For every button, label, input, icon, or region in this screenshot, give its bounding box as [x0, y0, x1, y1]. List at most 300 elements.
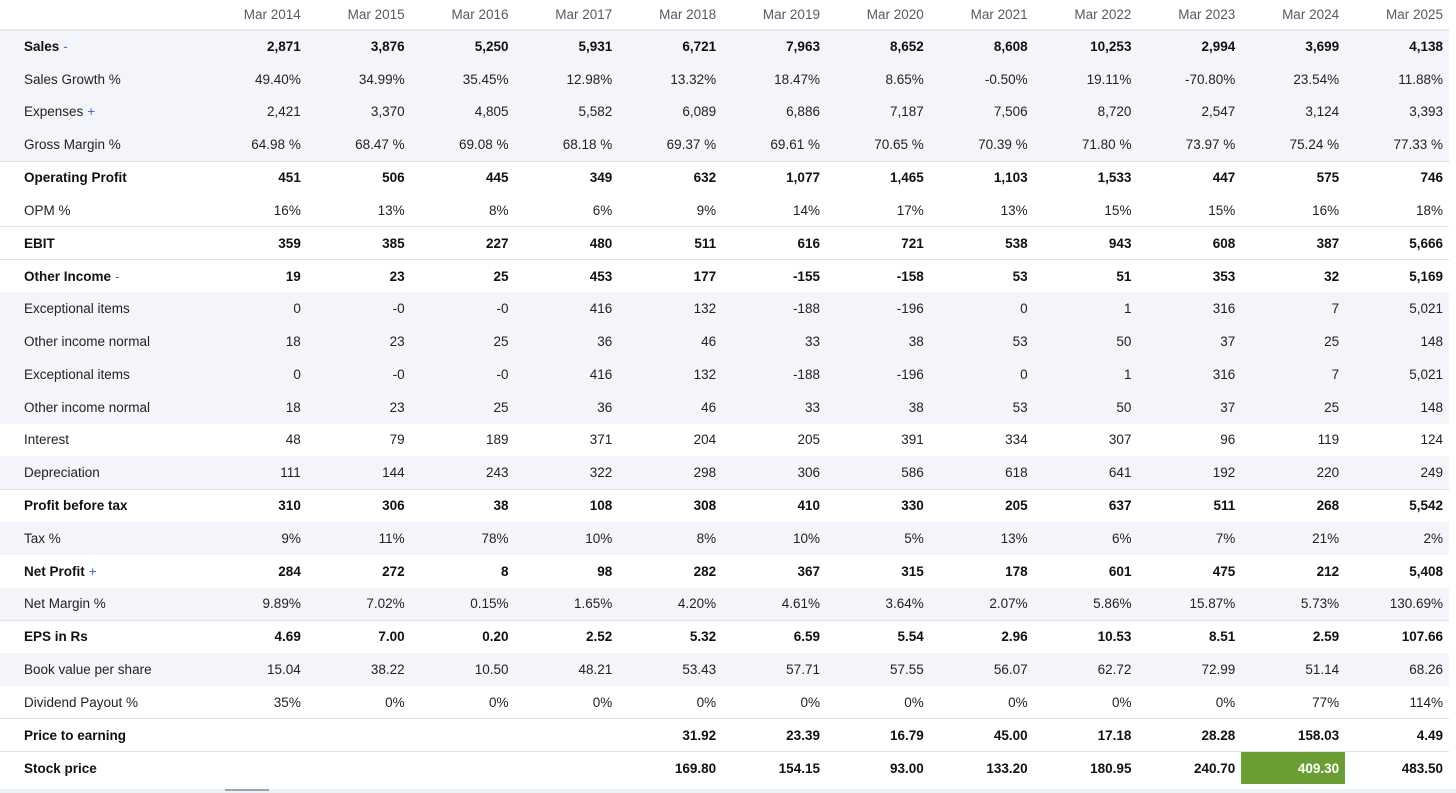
value-cell: 1,533	[1034, 161, 1138, 194]
value-cell: 3,393	[1345, 96, 1449, 129]
value-cell: 308	[618, 489, 722, 522]
value-cell: 53.43	[618, 653, 722, 686]
row-label-text: EPS in Rs	[24, 629, 88, 645]
value-cell: 359	[203, 227, 307, 260]
value-cell: 71.80 %	[1034, 128, 1138, 161]
value-cell: 13%	[930, 194, 1034, 227]
value-cell: 50	[1034, 325, 1138, 358]
value-cell: 268	[1241, 489, 1345, 522]
value-cell: 57.71	[722, 653, 826, 686]
value-cell: -188	[722, 358, 826, 391]
expand-toggle[interactable]: +	[88, 563, 97, 579]
value-cell: 25	[411, 260, 515, 293]
value-cell: 11%	[307, 522, 411, 555]
value-cell: 148	[1345, 391, 1449, 424]
row-exceptional-items-2	[0, 358, 1449, 391]
value-cell: 721	[826, 227, 930, 260]
value-cell: 2,871	[203, 30, 307, 63]
value-cell: 2.52	[514, 620, 618, 653]
value-cell: 19.11%	[1034, 63, 1138, 96]
row-label-text: Other income normal	[24, 399, 151, 415]
value-cell: 133.20	[930, 752, 1034, 785]
value-cell: 641	[1034, 456, 1138, 489]
value-cell: 50	[1034, 391, 1138, 424]
row-label	[0, 128, 203, 161]
value-cell: 18	[203, 391, 307, 424]
value-cell: 5.32	[618, 620, 722, 653]
value-cell: 3.64%	[826, 588, 930, 621]
value-cell: 387	[1241, 227, 1345, 260]
value-cell: 5,250	[411, 30, 515, 63]
value-cell: 538	[930, 227, 1034, 260]
row-interest	[0, 424, 1449, 457]
value-cell	[203, 752, 307, 785]
row-sales	[0, 30, 1449, 63]
value-cell: 130.69%	[1345, 588, 1449, 621]
value-cell: 367	[722, 555, 826, 588]
value-cell: 45.00	[930, 719, 1034, 752]
value-cell: 2,994	[1137, 30, 1241, 63]
value-cell: 25	[1241, 391, 1345, 424]
value-cell: 72.99	[1137, 653, 1241, 686]
value-cell: 56.07	[930, 653, 1034, 686]
value-cell: 23	[307, 260, 411, 293]
year-header: Mar 2025	[1345, 0, 1449, 30]
value-cell: 4,805	[411, 96, 515, 129]
value-cell: 19	[203, 260, 307, 293]
value-cell: 11.88%	[1345, 63, 1449, 96]
value-cell: 8%	[618, 522, 722, 555]
value-cell: 189	[411, 424, 515, 457]
value-cell: 1	[1034, 358, 1138, 391]
value-cell: 608	[1137, 227, 1241, 260]
value-cell: 6%	[1034, 522, 1138, 555]
value-cell: 36	[514, 391, 618, 424]
row-net-margin	[0, 588, 1449, 621]
value-cell: 322	[514, 456, 618, 489]
value-cell: 451	[203, 161, 307, 194]
value-cell: 5,582	[514, 96, 618, 129]
row-label-text: Sales	[24, 39, 60, 55]
value-cell: 2.07%	[930, 588, 1034, 621]
value-cell: 9%	[618, 194, 722, 227]
value-cell: 6,721	[618, 30, 722, 63]
value-cell: 51	[1034, 260, 1138, 293]
value-cell: 5,542	[1345, 489, 1449, 522]
value-cell: 32	[1241, 260, 1345, 293]
value-cell: 7,963	[722, 30, 826, 63]
value-cell: 53	[930, 391, 1034, 424]
row-label[interactable]	[0, 555, 203, 588]
value-cell: -188	[722, 292, 826, 325]
horizontal-scrollbar-thumb[interactable]	[225, 789, 269, 791]
value-cell: 79	[307, 424, 411, 457]
value-cell: 78%	[411, 522, 515, 555]
value-cell: 12.98%	[514, 63, 618, 96]
value-cell: 204	[618, 424, 722, 457]
value-cell: 306	[722, 456, 826, 489]
value-cell: -196	[826, 358, 930, 391]
value-cell: -0	[307, 292, 411, 325]
row-label-text: Price to earning	[24, 727, 127, 743]
value-cell: 70.39 %	[930, 128, 1034, 161]
value-cell: 51.14	[1241, 653, 1345, 686]
value-cell: 23.39	[722, 719, 826, 752]
row-expenses	[0, 96, 1449, 129]
row-label	[0, 653, 203, 686]
row-label	[0, 686, 203, 719]
value-cell: 119	[1241, 424, 1345, 457]
value-cell: 5,931	[514, 30, 618, 63]
value-cell: -0	[307, 358, 411, 391]
row-label-text: Expenses	[24, 104, 84, 120]
value-cell: 7	[1241, 358, 1345, 391]
value-cell	[307, 752, 411, 785]
row-tax	[0, 522, 1449, 555]
value-cell: 2.96	[930, 620, 1034, 653]
value-cell: 35.45%	[411, 63, 515, 96]
row-label	[0, 719, 203, 752]
row-sales-growth	[0, 63, 1449, 96]
value-cell: 618	[930, 456, 1034, 489]
value-cell: 6,886	[722, 96, 826, 129]
value-cell: 132	[618, 292, 722, 325]
value-cell: 1,465	[826, 161, 930, 194]
year-header: Mar 2020	[826, 0, 930, 30]
year-header: Mar 2018	[618, 0, 722, 30]
value-cell: 37	[1137, 325, 1241, 358]
value-cell: 410	[722, 489, 826, 522]
value-cell: 637	[1034, 489, 1138, 522]
value-cell: 53	[930, 325, 1034, 358]
value-cell: 306	[307, 489, 411, 522]
row-label	[0, 63, 203, 96]
row-label	[0, 588, 203, 621]
value-cell: -70.80%	[1137, 63, 1241, 96]
row-label-text: Operating Profit	[24, 170, 127, 186]
value-cell: 5%	[826, 522, 930, 555]
row-other-income-normal-2	[0, 391, 1449, 424]
value-cell: 53	[930, 260, 1034, 293]
value-cell: 31.92	[618, 719, 722, 752]
value-cell: 10.53	[1034, 620, 1138, 653]
value-cell: 158.03	[1241, 719, 1345, 752]
value-cell: 475	[1137, 555, 1241, 588]
value-cell: 4.61%	[722, 588, 826, 621]
value-cell: 0%	[826, 686, 930, 719]
collapse-toggle[interactable]: -	[63, 39, 68, 55]
year-header: Mar 2022	[1034, 0, 1138, 30]
row-ebit	[0, 227, 1449, 260]
value-cell: 5.86%	[1034, 588, 1138, 621]
value-cell: 18	[203, 325, 307, 358]
row-label	[0, 292, 203, 325]
value-cell	[514, 752, 618, 785]
value-cell: 298	[618, 456, 722, 489]
row-depreciation	[0, 456, 1449, 489]
value-cell: 15.87%	[1137, 588, 1241, 621]
value-cell: 8,652	[826, 30, 930, 63]
value-cell: 1.65%	[514, 588, 618, 621]
value-cell: 23	[307, 391, 411, 424]
row-label-text: Depreciation	[24, 465, 100, 480]
value-cell: 0%	[514, 686, 618, 719]
value-cell: 0%	[1137, 686, 1241, 719]
value-cell: 8.51	[1137, 620, 1241, 653]
value-cell: 4.49	[1345, 719, 1449, 752]
value-cell: 144	[307, 456, 411, 489]
value-cell: 192	[1137, 456, 1241, 489]
value-cell: 34.99%	[307, 63, 411, 96]
value-cell: 15.04	[203, 653, 307, 686]
value-cell: -155	[722, 260, 826, 293]
value-cell: 49.40%	[203, 63, 307, 96]
value-cell: 315	[826, 555, 930, 588]
value-cell: 169.80	[618, 752, 722, 785]
collapse-toggle[interactable]: -	[115, 268, 120, 284]
value-cell: 0%	[722, 686, 826, 719]
year-header: Mar 2023	[1137, 0, 1241, 30]
value-cell: 272	[307, 555, 411, 588]
row-label-text: Gross Margin %	[24, 137, 121, 153]
value-cell: 7,506	[930, 96, 1034, 129]
value-cell: 480	[514, 227, 618, 260]
value-cell: 5,666	[1345, 227, 1449, 260]
value-cell: 371	[514, 424, 618, 457]
value-cell: 586	[826, 456, 930, 489]
value-cell: 16%	[1241, 194, 1345, 227]
value-cell: 353	[1137, 260, 1241, 293]
value-cell: 0	[203, 358, 307, 391]
year-header: Mar 2016	[411, 0, 515, 30]
row-label-text: OPM %	[24, 202, 71, 218]
value-cell: 330	[826, 489, 930, 522]
row-label[interactable]	[0, 96, 203, 129]
value-cell: 282	[618, 555, 722, 588]
value-cell: 98	[514, 555, 618, 588]
value-cell: 205	[722, 424, 826, 457]
value-cell: 0.15%	[411, 588, 515, 621]
value-cell: 178	[930, 555, 1034, 588]
value-cell: 5.54	[826, 620, 930, 653]
value-cell: 69.61 %	[722, 128, 826, 161]
value-cell: 15%	[1034, 194, 1138, 227]
value-cell: 70.65 %	[826, 128, 930, 161]
value-cell: 249	[1345, 456, 1449, 489]
value-cell: 0%	[307, 686, 411, 719]
value-cell: 632	[618, 161, 722, 194]
value-cell: 23.54%	[1241, 63, 1345, 96]
value-cell: 616	[722, 227, 826, 260]
value-cell: 7%	[1137, 522, 1241, 555]
value-cell: 25	[1241, 325, 1345, 358]
value-cell: 111	[203, 456, 307, 489]
value-cell: 25	[411, 325, 515, 358]
value-cell: 177	[618, 260, 722, 293]
value-cell: 0	[930, 358, 1034, 391]
value-cell: 7.02%	[307, 588, 411, 621]
header-row	[0, 0, 1449, 30]
value-cell: 25	[411, 391, 515, 424]
value-cell: 4.69	[203, 620, 307, 653]
row-label	[0, 489, 203, 522]
value-cell: 511	[618, 227, 722, 260]
row-label	[0, 358, 203, 391]
value-cell: 2.59	[1241, 620, 1345, 653]
row-label-text: Stock price	[24, 760, 97, 776]
value-cell: 108	[514, 489, 618, 522]
year-header: Mar 2017	[514, 0, 618, 30]
value-cell: 64.98 %	[203, 128, 307, 161]
value-cell: 385	[307, 227, 411, 260]
row-label-text: Exceptional items	[24, 366, 130, 382]
value-cell: 4,138	[1345, 30, 1449, 63]
expand-toggle[interactable]: +	[87, 104, 96, 120]
value-cell: 132	[618, 358, 722, 391]
row-label-text: Net Profit	[24, 563, 85, 579]
row-label-text: Profit before tax	[24, 498, 128, 514]
value-cell: 205	[930, 489, 1034, 522]
value-cell: 114%	[1345, 686, 1449, 719]
value-cell: 5,408	[1345, 555, 1449, 588]
value-cell: 511	[1137, 489, 1241, 522]
value-cell: 240.70	[1137, 752, 1241, 785]
value-cell: 1,103	[930, 161, 1034, 194]
value-cell: 0	[930, 292, 1034, 325]
value-cell: 10%	[722, 522, 826, 555]
value-cell: 21%	[1241, 522, 1345, 555]
row-other-income	[0, 260, 1449, 293]
label-column-header	[0, 0, 203, 30]
value-cell: 124	[1345, 424, 1449, 457]
value-cell: 7,187	[826, 96, 930, 129]
row-label	[0, 522, 203, 555]
row-exceptional-items	[0, 292, 1449, 325]
value-cell: 93.00	[826, 752, 930, 785]
value-cell: 0%	[411, 686, 515, 719]
row-label[interactable]	[0, 260, 203, 293]
value-cell: 284	[203, 555, 307, 588]
value-cell: 3,370	[307, 96, 411, 129]
value-cell: 243	[411, 456, 515, 489]
row-gross-margin	[0, 128, 1449, 161]
value-cell	[514, 719, 618, 752]
value-cell: 33	[722, 325, 826, 358]
value-cell: 69.08 %	[411, 128, 515, 161]
value-cell: 9%	[203, 522, 307, 555]
value-cell	[411, 719, 515, 752]
value-cell: 0%	[930, 686, 1034, 719]
row-dividend-payout	[0, 686, 1449, 719]
row-eps	[0, 620, 1449, 653]
value-cell: 445	[411, 161, 515, 194]
value-cell: 575	[1241, 161, 1345, 194]
value-cell: 13%	[930, 522, 1034, 555]
value-cell: 180.95	[1034, 752, 1138, 785]
row-opm	[0, 194, 1449, 227]
row-pe	[0, 719, 1449, 752]
value-cell: 33	[722, 391, 826, 424]
value-cell: 601	[1034, 555, 1138, 588]
value-cell: 316	[1137, 292, 1241, 325]
value-cell: 3,699	[1241, 30, 1345, 63]
row-label	[0, 424, 203, 457]
value-cell: 38	[826, 391, 930, 424]
value-cell: 28.28	[1137, 719, 1241, 752]
value-cell: 38	[826, 325, 930, 358]
value-cell: 349	[514, 161, 618, 194]
value-cell: 447	[1137, 161, 1241, 194]
row-label-text: Dividend Payout %	[24, 694, 139, 710]
year-header: Mar 2019	[722, 0, 826, 30]
value-cell: 7.00	[307, 620, 411, 653]
value-cell	[307, 719, 411, 752]
row-label-text: EBIT	[24, 235, 55, 251]
value-cell: 227	[411, 227, 515, 260]
value-cell: 36	[514, 325, 618, 358]
value-cell: 746	[1345, 161, 1449, 194]
value-cell: 6,089	[618, 96, 722, 129]
value-cell: 0%	[618, 686, 722, 719]
value-cell: 17.18	[1034, 719, 1138, 752]
value-cell: 6%	[514, 194, 618, 227]
value-cell: 10%	[514, 522, 618, 555]
value-cell: 8,608	[930, 30, 1034, 63]
row-label[interactable]	[0, 30, 203, 63]
value-cell: 506	[307, 161, 411, 194]
value-cell: 10.50	[411, 653, 515, 686]
value-cell: 77.33 %	[1345, 128, 1449, 161]
value-cell: 38.22	[307, 653, 411, 686]
value-cell: -0.50%	[930, 63, 1034, 96]
value-cell: 68.18 %	[514, 128, 618, 161]
value-cell: 13.32%	[618, 63, 722, 96]
row-net-profit	[0, 555, 1449, 588]
value-cell: 1,077	[722, 161, 826, 194]
value-cell: 483.50	[1345, 752, 1449, 785]
value-cell: 5,021	[1345, 292, 1449, 325]
value-cell: 48	[203, 424, 307, 457]
row-label-text: Book value per share	[24, 662, 152, 678]
row-book-value	[0, 653, 1449, 686]
value-cell: 2%	[1345, 522, 1449, 555]
row-stock-price	[0, 752, 1449, 785]
row-label	[0, 456, 203, 489]
value-cell: 6.59	[722, 620, 826, 653]
value-cell: 13%	[307, 194, 411, 227]
row-label-text: Other Income	[24, 268, 112, 284]
value-cell: 220	[1241, 456, 1345, 489]
value-cell: 5.73%	[1241, 588, 1345, 621]
value-cell: 68.47 %	[307, 128, 411, 161]
value-cell: 14%	[722, 194, 826, 227]
row-label-text: Other income normal	[24, 334, 151, 350]
value-cell: 212	[1241, 555, 1345, 588]
horizontal-scrollbar-track[interactable]	[0, 789, 1456, 793]
value-cell: 96	[1137, 424, 1241, 457]
value-cell: 15%	[1137, 194, 1241, 227]
value-cell: 17%	[826, 194, 930, 227]
value-cell: 18.47%	[722, 63, 826, 96]
value-cell: 9.89%	[203, 588, 307, 621]
row-label-text: Interest	[24, 432, 70, 448]
value-cell: 16.79	[826, 719, 930, 752]
row-label-text: Sales Growth %	[24, 71, 121, 87]
value-cell: 107.66	[1345, 620, 1449, 653]
value-cell: 38	[411, 489, 515, 522]
value-cell: 8.65%	[826, 63, 930, 96]
value-cell: 316	[1137, 358, 1241, 391]
